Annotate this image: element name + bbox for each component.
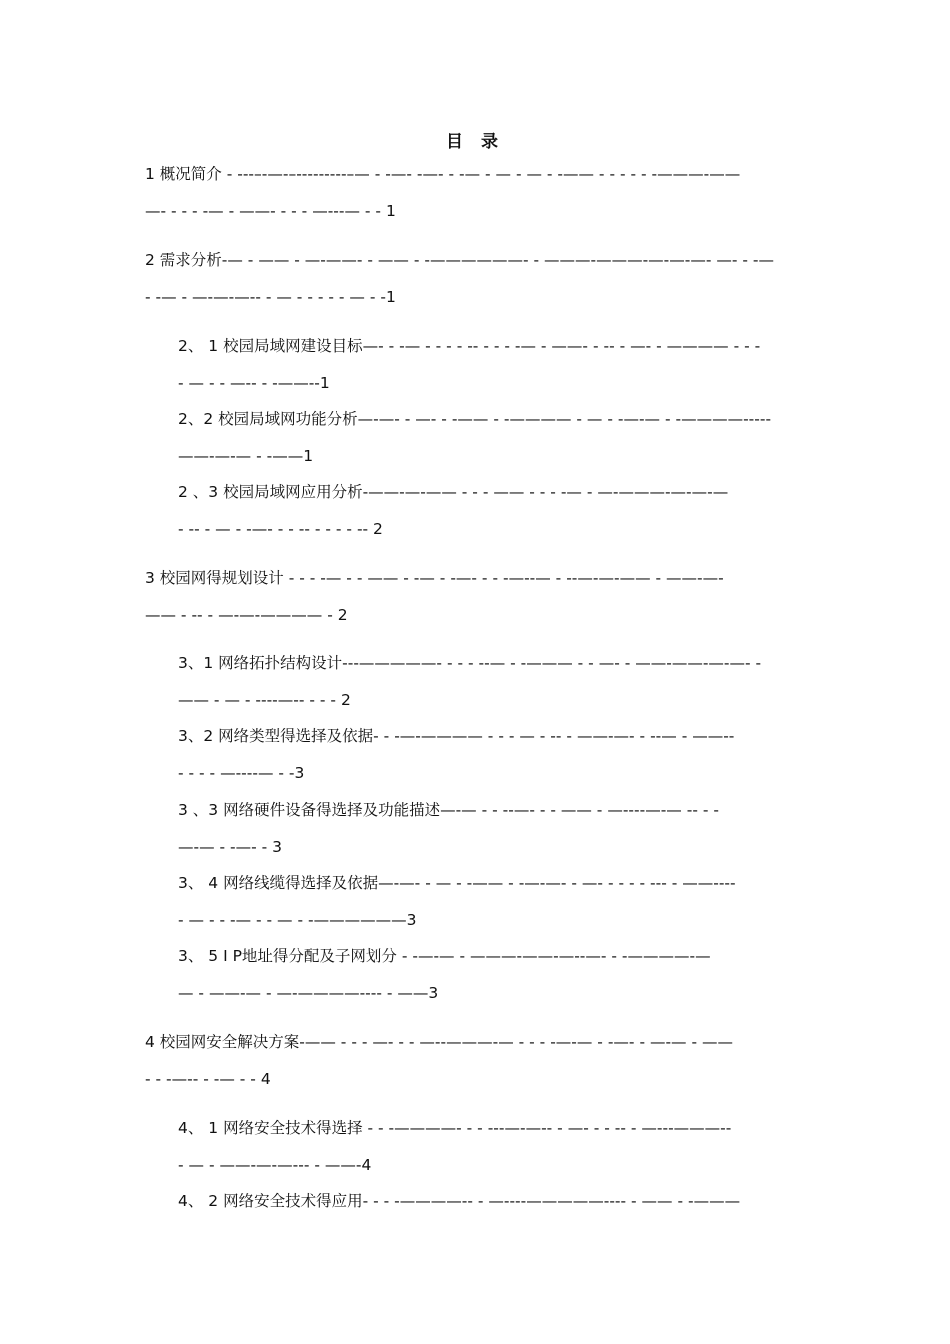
toc-entry[interactable] <box>178 792 805 866</box>
toc-entry[interactable] <box>178 328 805 402</box>
toc-entry[interactable] <box>145 560 805 634</box>
toc-entry[interactable] <box>178 401 805 475</box>
toc-entry-line: 3 、3 网络硬件设备得选择及功能描述—-— - - --—- - - —— - —----—-— -- - - <box>178 801 719 819</box>
toc-entry-line: 3 校园网得规划设计 - - - -— - - —— - -— - -—- - - -—--— - --—-—-—— - ——-—- <box>145 569 724 587</box>
toc-entry-line: - — - - —-- - -——--1 <box>178 374 330 392</box>
toc-entry-line: —— - -- - —-—-———— - 2 <box>145 606 348 624</box>
toc-entry[interactable] <box>178 865 805 939</box>
toc-entry[interactable] <box>145 1024 805 1098</box>
toc-entry-line: 3、 4 网络线缆得选择及依据—-—- - — - -—— - -—-—- - —- - - - - --- - ——---- <box>178 874 736 892</box>
toc-entry[interactable] <box>145 242 805 316</box>
page-title: 目 录 <box>446 132 504 152</box>
toc-entry-line: - — - ——-—-—--- - ——-4 <box>178 1156 372 1174</box>
toc-entry-line: - -- - — - -—- - - -- - - - - -- 2 <box>178 520 383 538</box>
toc-entry-line: ——-—-— - -——1 <box>178 447 314 465</box>
toc-entry[interactable] <box>178 938 805 1012</box>
toc-entry-line: —- - - - -— - ——- - - - —---— - - 1 <box>145 202 396 220</box>
toc-entry[interactable] <box>178 474 805 548</box>
toc-entry-line: — - ——-— - —-————---- - ——3 <box>178 984 439 1002</box>
toc-entry-line: 3、 5 I P地址得分配及子网划分 - -—-— - ———-——-—--—- - -————-— <box>178 947 711 965</box>
toc-entry-line: —-— - -—- - 3 <box>178 838 283 856</box>
toc-entry[interactable] <box>145 156 805 230</box>
toc-entry-line: 1 概况简介 - ---–-—-–---------–— - -—- -—- - -— - — - — - -—— - - - - - -———-—— <box>145 165 741 183</box>
toc-entry[interactable] <box>178 1110 805 1184</box>
toc-entry-line: 3、1 网络拓扑结构设计---—————- - - - --— - -——— - - —- - ——-——-—-—- - <box>178 654 762 672</box>
toc-entry[interactable] <box>178 1183 805 1220</box>
toc-entry-line: 2 需求分析-— - —— - —-——- - —— - -——————- - ———-———-—-—-—- —- - -— <box>145 251 775 269</box>
toc-entry-line: 2、 1 校园局域网建设目标—- - -— - - - - -- - - - -— - ——- - -- - —- - ———— - - - <box>178 337 761 355</box>
toc-entry-line: - - -—-- - -— - - 4 <box>145 1070 271 1088</box>
toc-entry-line: 2、2 校园局域网功能分析—-—- - —- - -—— - -———— - — - -—-— - -————----- <box>178 410 772 428</box>
toc-entry-line: 2 、3 校园局域网应用分析-——-—-—— - - - —— - - - -— - —-———-—-—-— <box>178 483 729 501</box>
toc-entry-line: - — - - -— - - — - -——————3 <box>178 911 417 929</box>
toc-entry-line: - -— - —-—-—-- - — - - - - - — - -1 <box>145 288 396 306</box>
toc-entry[interactable] <box>178 645 805 719</box>
toc-entry-line: 4、 2 网络安全技术得应用- - - -————-- - —----—————---- - —— - -——— <box>178 1192 741 1210</box>
toc-entry-line: 4 校园网安全解决方案-—— - - - —- - - —--———-— - - - -—-— - -—- - —-— - —— <box>145 1033 734 1051</box>
toc-entry-line: 3、2 网络类型得选择及依据- - -—-———— - - - — - -- - ——-—- - --— - ——-- <box>178 727 735 745</box>
toc-entry-line: —— - — - ----—-- - - - 2 <box>178 691 351 709</box>
toc-entry-line: 4、 1 网络安全技术得选择 - - -————- - - ---—-—-- - —- - - -- - —---———-- <box>178 1119 732 1137</box>
toc-entry-line: - - - - —----— - -3 <box>178 764 305 782</box>
toc-entry[interactable] <box>178 718 805 792</box>
